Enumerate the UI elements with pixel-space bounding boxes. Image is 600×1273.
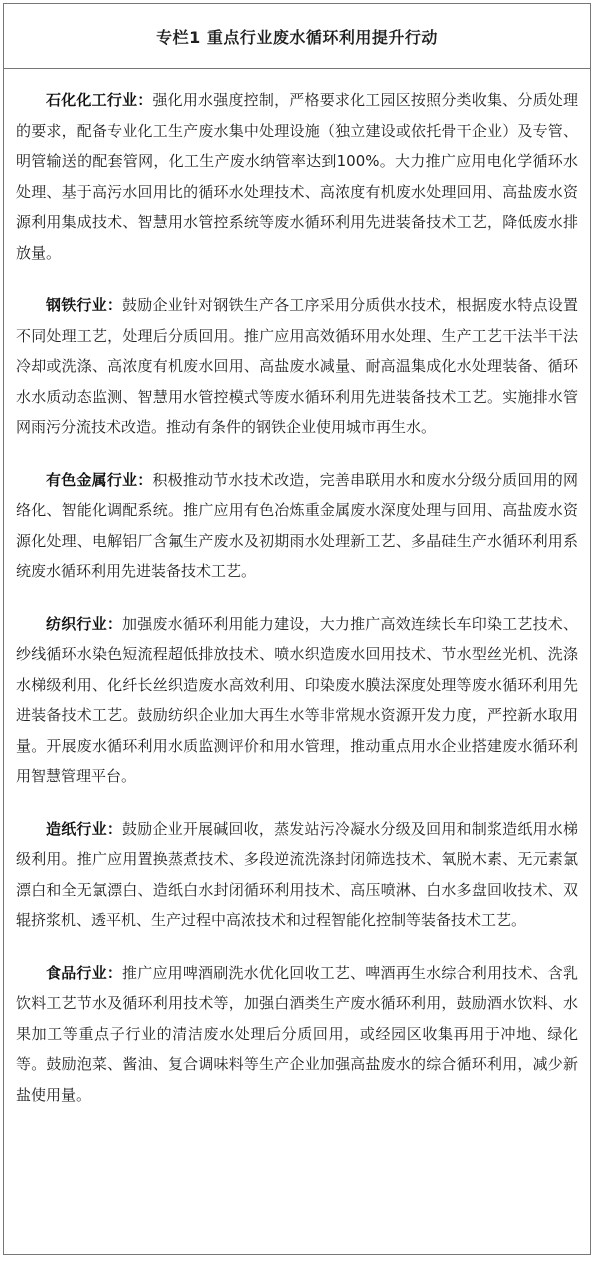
section-text: 积极推动节水技术改造，完善串联用水和废水分级分质回用的网络化、智能化调配系统。推广应用有色冶炼重金属废水深度处理与回用、高盐废水资源化处理、电解铝厂含氟生产废水及初期雨水处理新工艺、多晶硅生产水循环利用系统废水循环利用先进装备技术工艺。 — [16, 470, 578, 580]
section-label: 钢铁行业： — [46, 296, 123, 314]
section-text: 鼓励企业开展碱回收，蒸发站污冷凝水分级及回用和制浆造纸用水梯级利用。推广应用置换蒸煮技术、多段逆流洗涤封闭筛选技术、氧脱木素、无元素氯漂白和全无氯漂白、造纸白水封闭循环利用技术、高压喷淋、白水多盘回收技术、双辊挤浆机、透平机、生产过程中高浓技术和过程智能化控制等装备技术工艺。 — [16, 819, 578, 929]
section-steel — [16, 290, 578, 443]
section-label: 食品行业： — [46, 963, 123, 982]
section-text: 加强废水循环利用能力建设，大力推广高效连续长车印染工艺技术、 纱线循环水染色短流程超低排放技术、喷水织造废水回用技术、节水型丝光机、洗涤水梯级利用、化纤长丝织造废水高效利用、印染废水膜法深度处理等废水循环利用先进装备技术工艺。鼓励纺织企业加大再生水等非常规水资源开发力度，严控新水取用量。开展废水循环利用水质监测评价和用水管理，推动重点用水企业搭建废水循环利用智慧管理平台。 — [16, 614, 578, 785]
section-text: 鼓励企业针对钢铁生产各工序采用分质供水技术，根据废水特点设置不同处理工艺，处理后分质回用。推广应用高效循环用水处理、生产工艺干法半干法冷却或洗涤、高浓度有机废水回用、高盐废水减量、耐高温集成化水处理装备、循环水水质动态监测、智慧用水管控模式等废水循环利用先进装备技术工艺。实施排水管网雨污分流技术改造。推动有条件的钢铁企业使用城市再生水。 — [16, 296, 578, 436]
section-petrochemical — [16, 85, 578, 268]
section-textile — [16, 609, 578, 792]
callout-box — [3, 3, 591, 1255]
section-label: 纺织行业： — [46, 614, 123, 633]
section-label: 造纸行业： — [46, 819, 123, 838]
section-label: 石化化工行业： — [46, 91, 153, 109]
section-text: 推广应用啤酒刷洗水优化回收工艺、啤酒再生水综合利用技术、含乳饮料工艺节水及循环利用技术等，加强白酒类生产废水循环利用，鼓励酒水饮料、水果加工等重点子行业的清洁废水处理后分质回用，或经园区收集再用于冲地、绿化等。鼓励泡菜、酱油、复合调味料等生产企业加强高盐废水的综合循环利用，减少新盐使用量。 — [16, 963, 578, 1104]
section-papermaking — [16, 814, 578, 936]
box-title: 专栏1 重点行业废水循环利用提升行动 — [4, 4, 590, 69]
box-content — [4, 69, 590, 1110]
section-text: 强化用水强度控制，严格要求化工园区按照分类收集、分质处理的要求，配备专业化工生产废水集中处理设施（独立建设或依托骨干企业）及专管、明管输送的配套管网，化工生产废水纳管率达到100%。大力推广应用电化学循环水处理、基于高污水回用比的循环水处理技术、高浓度有机废水处理回用、高盐废水资源利用集成技术、智慧用水管控系统等废水循环利用先进装备技术工艺，降低废水排放量。 — [16, 91, 578, 262]
section-label: 有色金属行业： — [46, 470, 153, 489]
section-food — [16, 958, 578, 1111]
section-nonferrous-metals — [16, 465, 578, 587]
